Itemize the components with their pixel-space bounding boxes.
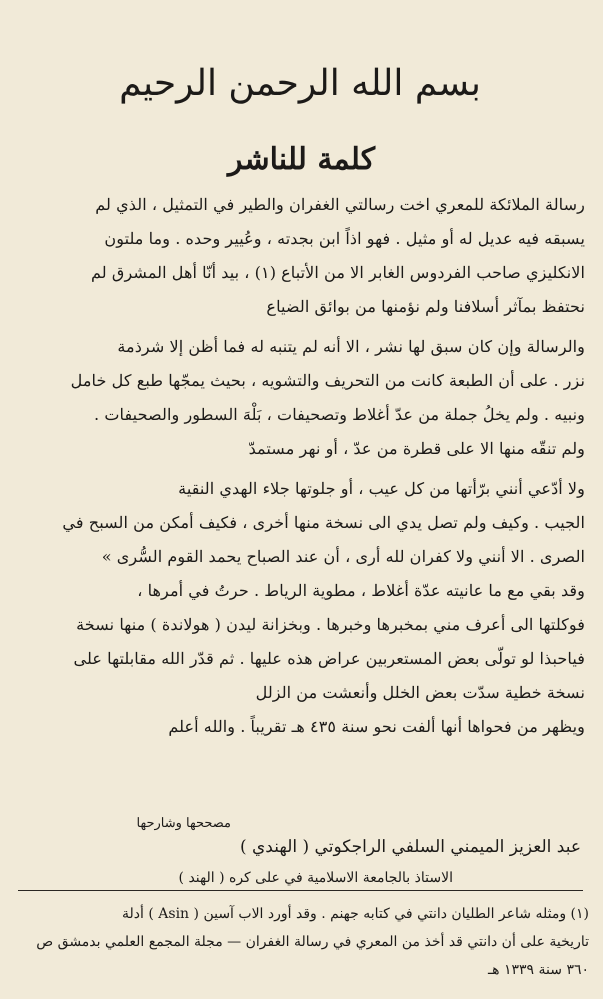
footnote-line: ٣٦٠ سنة ١٣٣٩ هـ: [488, 962, 589, 978]
body-line: ولم تنقّه منها الا على قطرة من عدّ ، أو نهر مستمدّ: [248, 439, 585, 458]
body-line: نزر . على أن الطبعة كانت من التحريف والتشويه ، بحيث يمجّها طبع كل خامل: [70, 371, 585, 390]
page-title: كلمة للناشر: [227, 142, 376, 177]
body-line: الانكليزي صاحب الفردوس الغابر الا من الأتباع (١) ، بيد أنّا أهل المشرق لم: [91, 263, 585, 282]
footnote-line: تاريخية على أن دانتي قد أخذ من المعري في رسالة الغفران — مجلة المجمع العلمي بدمشق ص: [36, 934, 589, 950]
footnote-divider: [18, 890, 583, 891]
body-line: نحتفظ بمآثر أسلافنا ولم نؤمنها من بوائق الضياع: [266, 297, 585, 316]
body-line: والرسالة وإن كان سبق لها نشر ، الا أنه لم يتنبه له فما أظن إلا شرذمة: [117, 337, 585, 356]
body-line: ولا أدّعي أنني برّأتها من كل عيب ، أو جلوتها جلاء الهدي النقية: [178, 479, 585, 498]
body-line: فياحبذا لو تولّى بعض المستعربين عراض هذه عليها . ثم قدّر الله مقابلتها على: [73, 649, 585, 668]
basmala-header: بسم الله الرحمن الرحيم: [119, 63, 481, 104]
body-line: نسخة خطية سدّت بعض الخلل وأنعشت من الزلل: [255, 683, 585, 702]
footnote-line: (١) ومثله شاعر الطليان دانتي في كتابه جهنم . وقد أورد الاب آسين ( Asin ) أدلة: [122, 906, 589, 922]
signature-affiliation: الاستاذ بالجامعة الاسلامية في على كره ( الهند ): [178, 870, 453, 886]
body-line: رسالة الملائكة للمعري اخت رسالتي الغفران والطير في التمثيل ، الذي لم: [95, 195, 585, 214]
body-text: [15, 188, 585, 744]
signature-annotation: مصححها وشارحها: [136, 816, 231, 831]
signature-name: عبد العزيز الميمني السلفي الراجكوتي ( الهندي ): [239, 837, 581, 857]
body-line: وقد بقي مع ما عانيته عدّة أغلاط ، مطوية الرياط . حرتُ في أمرها ،: [137, 581, 585, 600]
body-line: الصرى . الا أنني ولا كفران لله أرى ، أن عند الصباح يحمد القوم السُّرى »: [101, 547, 585, 566]
footnotes: [9, 900, 589, 984]
body-line: فوكلتها الى أعرف مني بمخبرها وخبرها . وبخزانة ليدن ( هولاندة ) منها نسخة: [76, 615, 585, 634]
body-line: الجيب . وكيف ولم تصل يدي الى نسخة منها أخرى ، فكيف أمكن من السبح في: [62, 513, 585, 532]
body-line: ويظهر من فحواها أنها ألفت نحو سنة ٤٣٥ هـ تقريباً . والله أعلم: [168, 717, 585, 736]
body-line: يسبقه فيه عديل له أو مثيل . فهو اذاً ابن بجدته ، وعُيير وحده . وما ملتون: [104, 229, 585, 248]
body-line: ونبيه . ولم يخلُ جملة من عدّ أغلاط وتصحيفات ، بَلْهَ السطور والصحيفات .: [94, 405, 585, 424]
